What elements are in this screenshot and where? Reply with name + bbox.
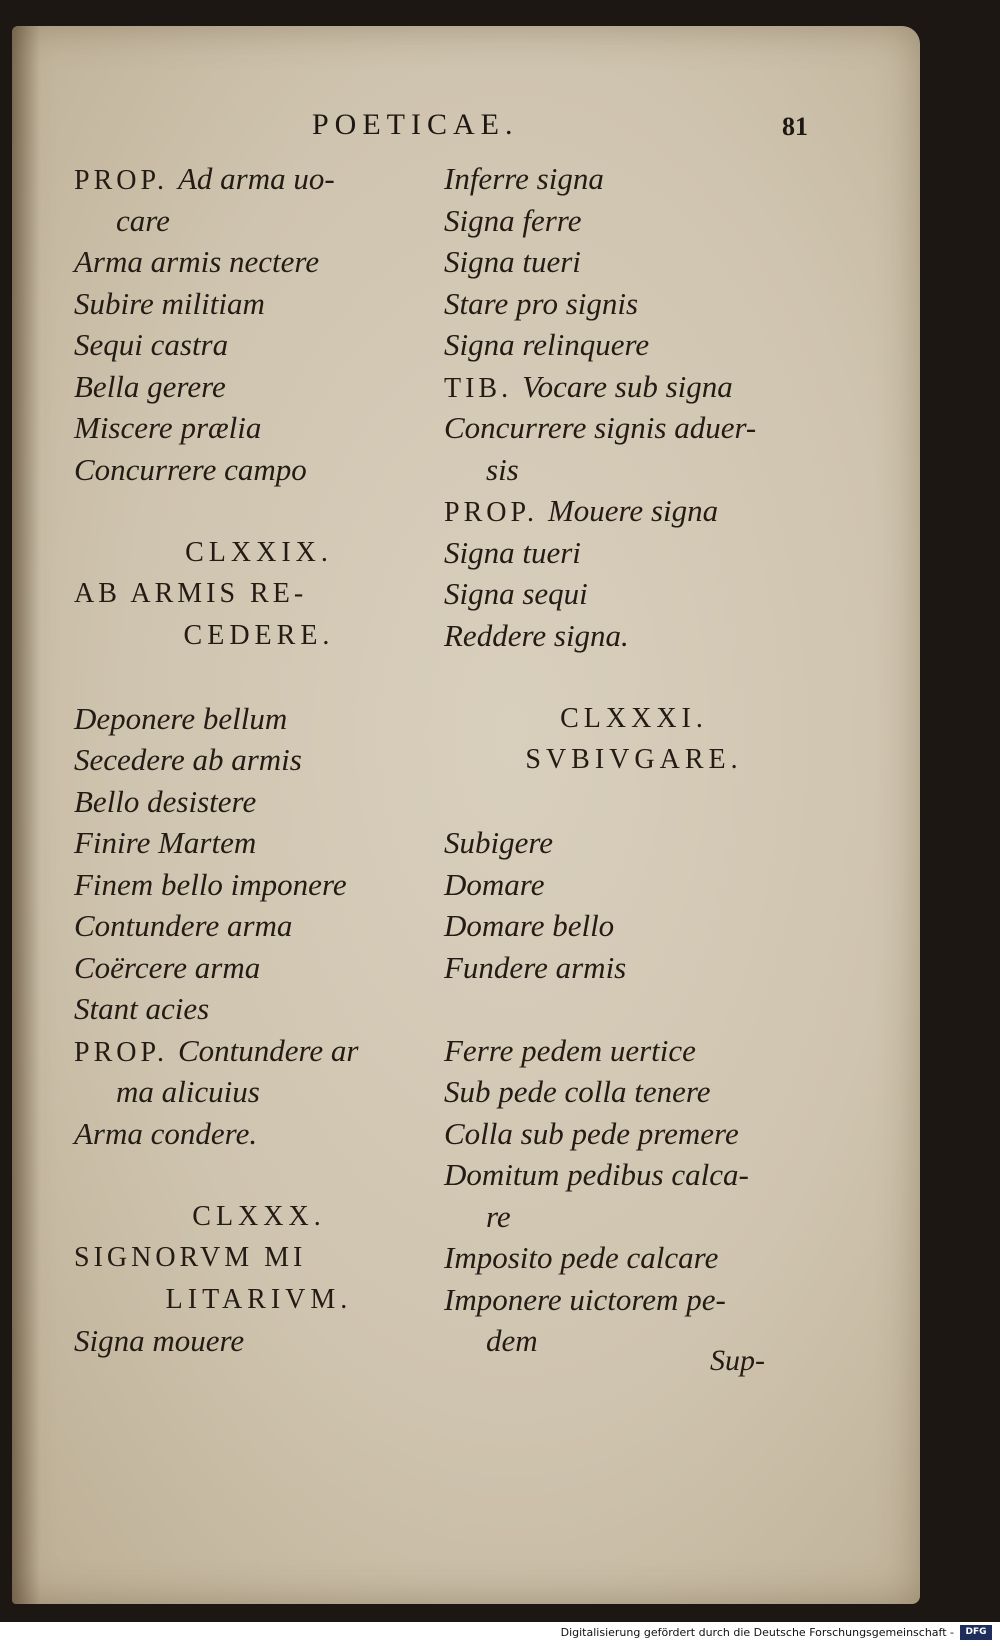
phrase-line: Subigere bbox=[444, 825, 554, 860]
phrase-line-with-source bbox=[444, 366, 824, 408]
source-tag: TIB. bbox=[444, 372, 513, 404]
dfg-logo: DFG bbox=[960, 1625, 992, 1640]
phrase-line: Miscere prælia bbox=[74, 410, 262, 445]
section-heading: SVBIVGARE. bbox=[525, 744, 743, 775]
running-head-title: POETICAE. bbox=[312, 108, 519, 141]
phrase-line: Inferre signa bbox=[444, 161, 604, 196]
source-tag: PROP. bbox=[444, 497, 538, 528]
page-number: 81 bbox=[782, 112, 808, 141]
blank-line bbox=[444, 781, 824, 823]
phrase-line: Signa tueri bbox=[444, 244, 581, 279]
phrase-line: Signa tueri bbox=[444, 534, 581, 570]
funding-credit: Digitalisierung gefördert durch die Deutsche Forschungsgemeinschaft - bbox=[560, 1626, 954, 1639]
phrase-continuation: dem bbox=[486, 1323, 538, 1358]
phrase-continuation: sis bbox=[486, 451, 519, 487]
phrase-line: Signa mouere bbox=[74, 1323, 245, 1358]
phrase-line: Sequi castra bbox=[74, 327, 229, 362]
phrase-line: Ferre pedem uertice bbox=[444, 1032, 696, 1068]
section-heading: SIGNORVM MI bbox=[74, 1242, 307, 1273]
left-column bbox=[74, 158, 444, 1362]
section-heading: LITARIVM. bbox=[165, 1283, 353, 1315]
right-column bbox=[444, 158, 824, 1362]
phrase-continuation: ma alicuius bbox=[116, 1074, 260, 1109]
book-page bbox=[12, 26, 920, 1604]
phrase-line: Fundere armis bbox=[444, 949, 627, 985]
page-gutter-shadow bbox=[12, 26, 40, 1604]
phrase-line: Finire Martem bbox=[74, 825, 257, 860]
phrase-line: Concurrere campo bbox=[74, 451, 307, 487]
phrase-line-with-source bbox=[74, 158, 444, 200]
source-tag: PROP. bbox=[74, 165, 168, 196]
digitization-footer bbox=[0, 1622, 1000, 1646]
source-tag: PROP. bbox=[74, 1036, 168, 1068]
phrase-line: Domare bbox=[444, 866, 545, 902]
phrase-line: Imponere uictorem pe- bbox=[444, 1281, 726, 1317]
section-heading: CLXXIX. bbox=[185, 536, 333, 568]
phrase-line: Signa relinquere bbox=[444, 327, 650, 362]
phrase-text: Mouere signa bbox=[547, 493, 719, 528]
blank-line bbox=[444, 656, 824, 698]
phrase-line: Concurrere signis aduer- bbox=[444, 410, 757, 445]
phrase-line: Stare pro signis bbox=[444, 285, 639, 321]
blank-line bbox=[444, 988, 824, 1030]
phrase-text: Vocare sub signa bbox=[522, 368, 733, 404]
blank-line bbox=[74, 1154, 444, 1196]
phrase-line: Secedere ab armis bbox=[74, 742, 302, 777]
section-heading: CEDERE. bbox=[183, 619, 335, 651]
phrase-line: Domitum pedibus calca- bbox=[444, 1157, 749, 1192]
phrase-text: Contundere ar bbox=[177, 1032, 359, 1068]
phrase-line: Subire militiam bbox=[74, 285, 265, 321]
phrase-text: Ad arma uo- bbox=[177, 161, 335, 196]
phrase-line: Colla sub pede premere bbox=[444, 1115, 739, 1151]
phrase-line: Bella gerere bbox=[74, 368, 226, 404]
blank-line bbox=[74, 490, 444, 532]
phrase-line: Sub pede colla tenere bbox=[444, 1074, 711, 1109]
section-heading: AB ARMIS RE- bbox=[74, 578, 308, 609]
running-head bbox=[12, 82, 920, 141]
phrase-line: Arma armis nectere bbox=[74, 244, 320, 279]
section-heading: CLXXX. bbox=[192, 1200, 326, 1232]
phrase-line: Bello desistere bbox=[74, 783, 257, 819]
phrase-line: Signa sequi bbox=[444, 576, 588, 611]
phrase-line: Signa ferre bbox=[444, 202, 582, 238]
phrase-line: Arma condere. bbox=[74, 1115, 258, 1151]
phrase-line: Imposito pede calcare bbox=[444, 1240, 719, 1275]
phrase-continuation: care bbox=[116, 202, 170, 238]
phrase-line: Deponere bellum bbox=[74, 700, 288, 736]
phrase-line: Domare bello bbox=[444, 908, 615, 943]
phrase-line-with-source bbox=[444, 490, 824, 532]
phrase-line-with-source bbox=[74, 1030, 444, 1072]
phrase-continuation: re bbox=[486, 1198, 511, 1234]
catchword: Sup- bbox=[710, 1344, 765, 1377]
blank-line bbox=[74, 656, 444, 698]
phrase-line: Stant acies bbox=[74, 991, 210, 1026]
phrase-line: Contundere arma bbox=[74, 908, 293, 943]
phrase-line: Coërcere arma bbox=[74, 949, 261, 985]
phrase-line: Finem bello imponere bbox=[74, 866, 347, 902]
phrase-line: Reddere signa. bbox=[444, 617, 629, 653]
section-heading: CLXXXI. bbox=[560, 702, 708, 734]
